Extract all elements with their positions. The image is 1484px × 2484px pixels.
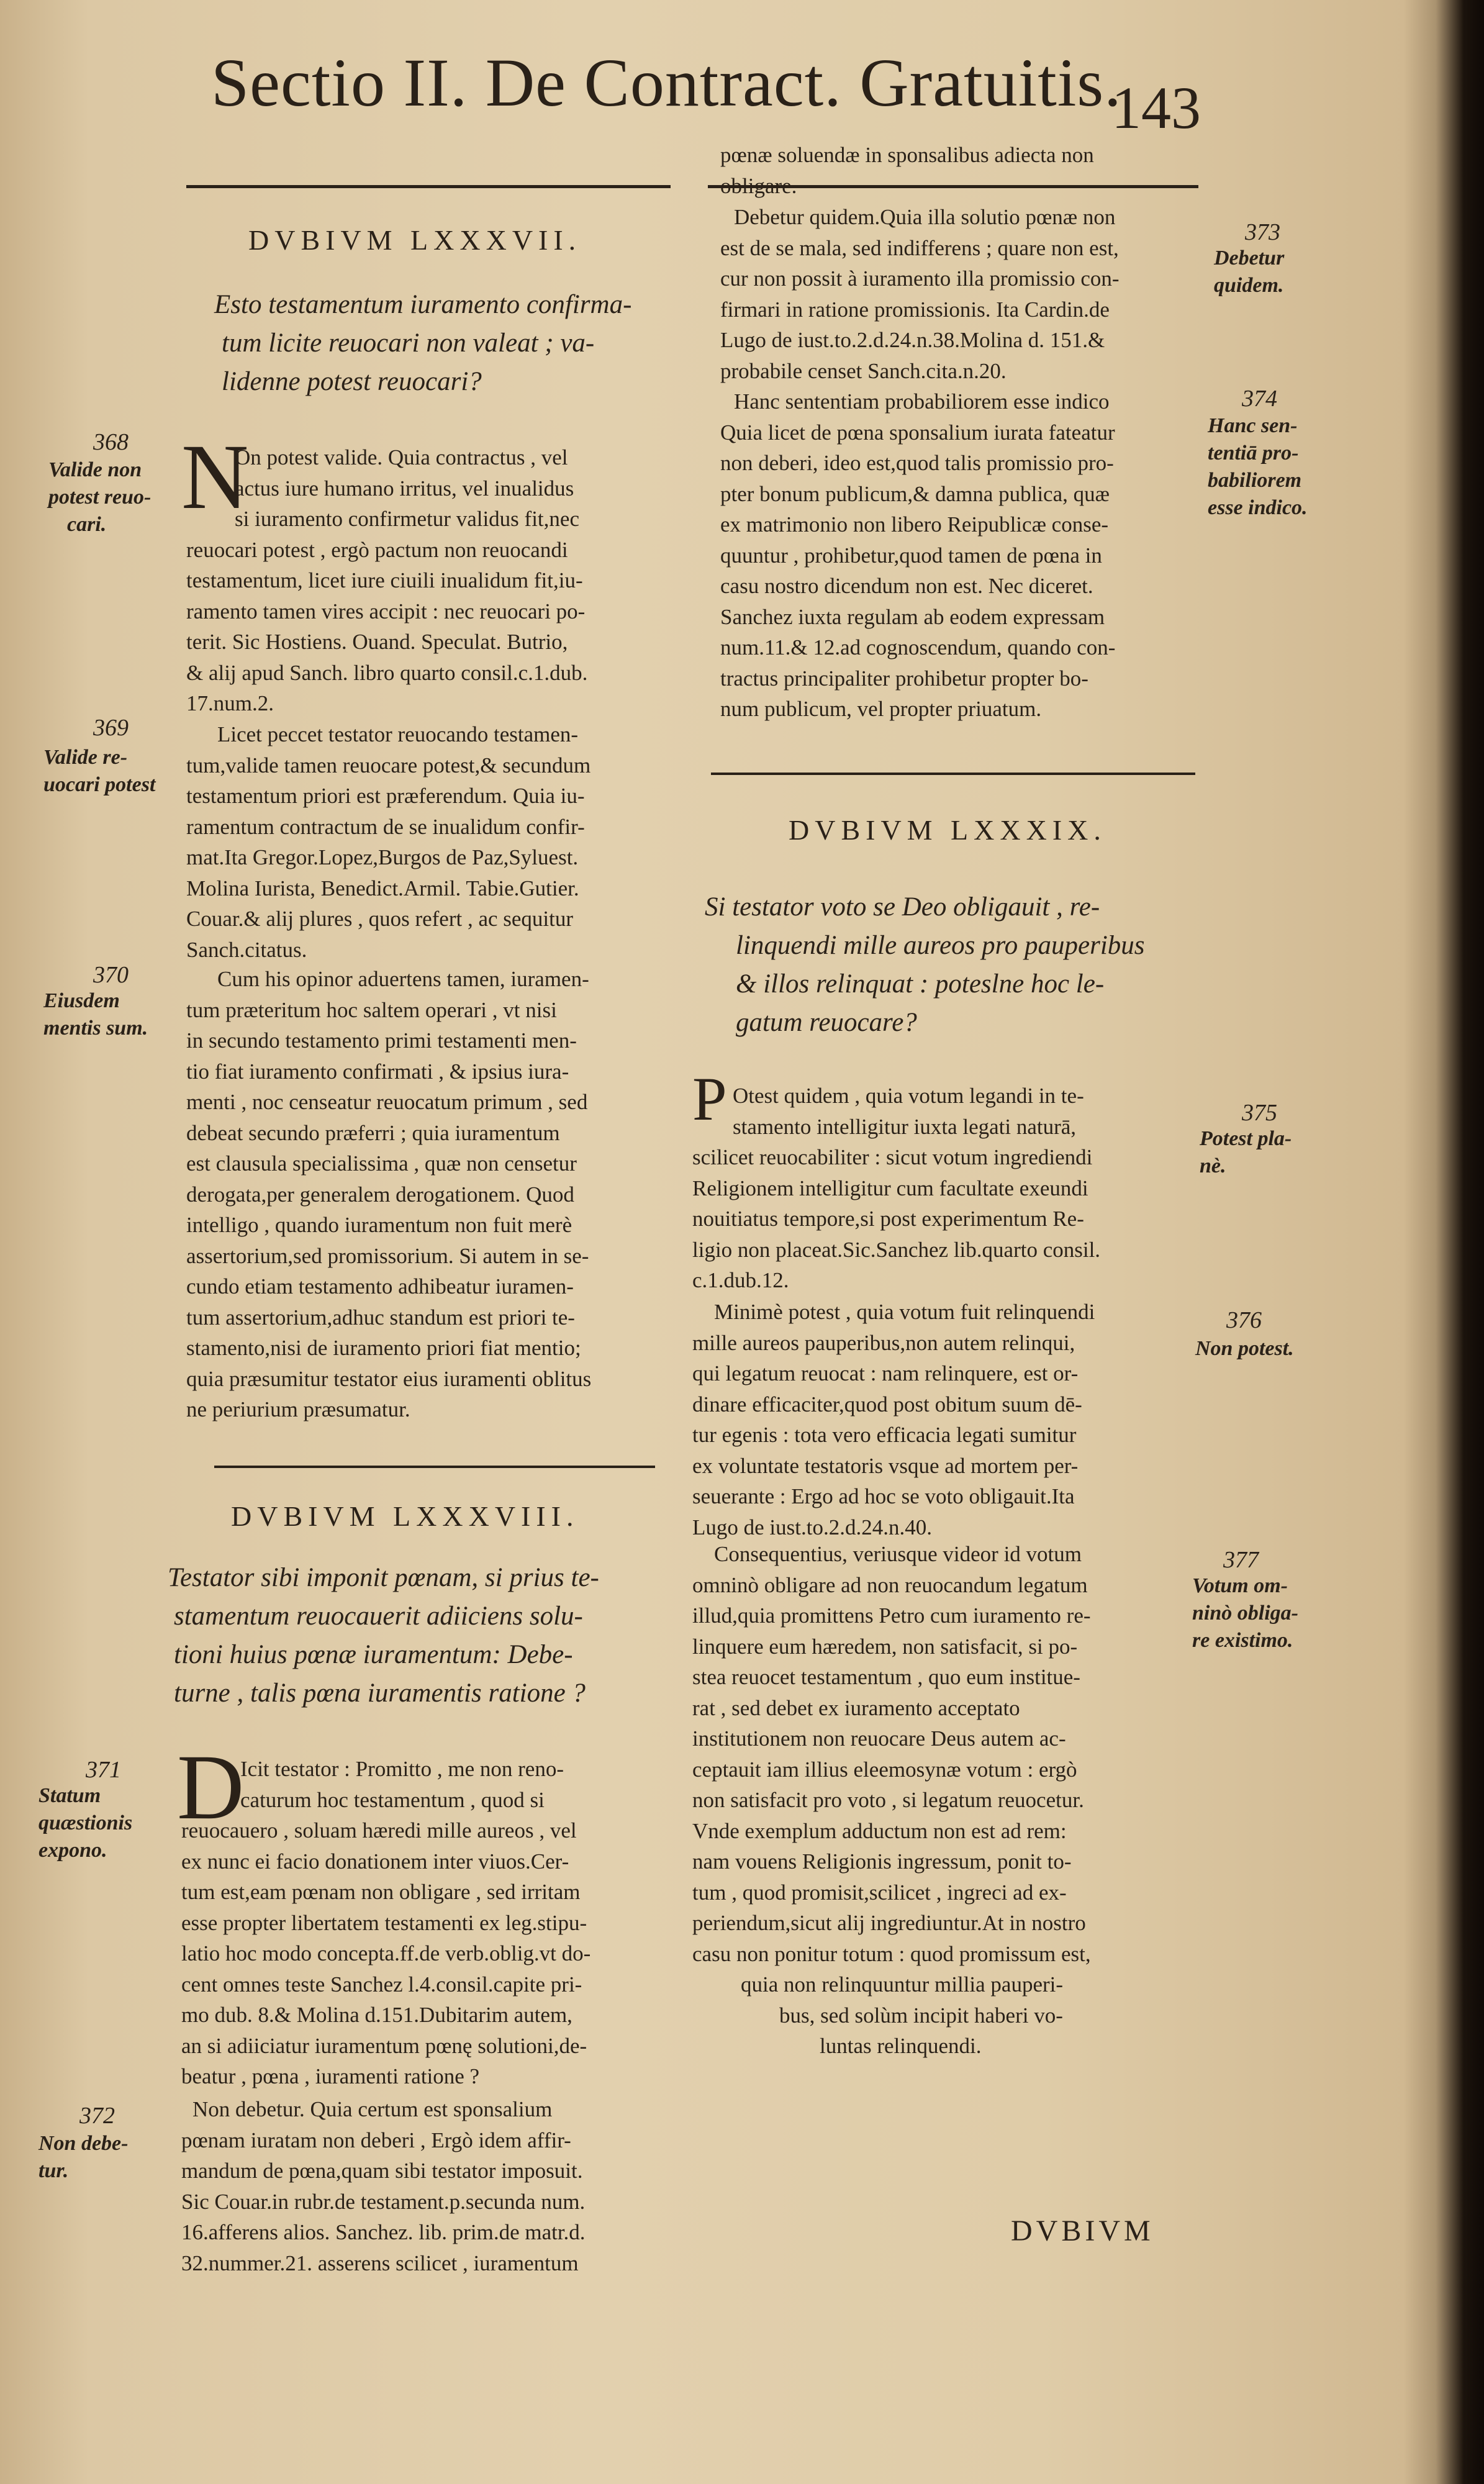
text-line: latio hoc modo concepta.ff.de verb.oblig.vt do- [181, 1941, 591, 1965]
margin-number-373: 373 [1245, 219, 1280, 245]
margin-note-line: Non debe- [38, 2132, 129, 2155]
margin-note-line: potest reuo- [48, 486, 152, 509]
margin-note-369 [43, 744, 155, 799]
question-line: Esto testamentum iuramento confirma- [214, 290, 632, 319]
text-line: ex voluntate testatoris vsque ad mortem per- [692, 1453, 1079, 1478]
text-line: tum præteritum hoc saltem operari , vt nisi [186, 997, 557, 1022]
text-line: tractus principaliter prohibetur propter bo- [720, 666, 1088, 691]
margin-note-373 [1214, 245, 1284, 299]
paragraph-369 [186, 719, 677, 965]
text-line: Quia licet de pœna sponsalium iurata fateatur [720, 420, 1115, 445]
paragraph-373 [720, 202, 1217, 386]
drop-cap-n: N [181, 425, 249, 528]
margin-number-369: 369 [93, 715, 129, 741]
section-rule-right [711, 773, 1195, 775]
text-line: tum,valide tamen reuocare potest,& secundum [186, 753, 591, 777]
text-line: ex nunc ei facio donationem inter viuos.Cer- [181, 1849, 569, 1874]
text-line: Consequentius, veriusque videor id votum [714, 1542, 1082, 1566]
margin-note-372 [38, 2130, 128, 2185]
text-line: Icit testator : Promitto , me non reno- [240, 1757, 564, 1781]
paragraph-370 [186, 964, 677, 1425]
text-line: firmari in ratione promissionis. Ita Cardin.de [720, 297, 1110, 322]
text-line: Minimè potest , quia votum fuit relinquendi [714, 1300, 1095, 1324]
text-line: periendum,sicut alij ingrediuntur.At in nostro [692, 1911, 1086, 1935]
page-number: 143 [1111, 75, 1201, 141]
text-line: quia non relinquuntur millia pauperi- [741, 1972, 1064, 1997]
text-line: Otest quidem , quia votum legandi in te- [733, 1084, 1084, 1108]
text-line: ramentum contractum de se inualidum confir- [186, 814, 585, 839]
margin-note-line: tentiā pro- [1208, 442, 1299, 465]
text-line: non satisfacit pro voto , si legatum reuocetur. [692, 1788, 1084, 1812]
text-line: num publicum, vel propter priuatum. [720, 697, 1042, 721]
margin-note-375 [1200, 1125, 1292, 1180]
text-line: Sic Couar.in rubr.de testament.p.secunda num. [181, 2189, 586, 2214]
text-line: c.1.dub.12. [692, 1268, 789, 1292]
text-line: cundo etiam testamento adhibeatur iuramen- [186, 1274, 574, 1299]
margin-note-line: uocari potest [43, 773, 156, 796]
text-line: 16.afferens alios. Sanchez. lib. prim.de matr.d. [181, 2220, 586, 2244]
text-line: & alij apud Sanch. libro quarto consil.c.1.dub. [186, 660, 588, 685]
book-spine-shadow [1403, 0, 1484, 2484]
paragraph-376 [692, 1297, 1201, 1543]
text-line: tio fiat iuramento confirmati , & ipsius iura- [186, 1059, 569, 1084]
text-line: ligio non placeat.Sic.Sanchez lib.quarto consil. [692, 1237, 1101, 1262]
margin-number-368: 368 [93, 429, 129, 455]
text-line: ceptauit iam illius eleemosynæ votum : ergò [692, 1757, 1077, 1782]
margin-note-368 [48, 456, 151, 538]
text-line: reuocari potest , ergò pactum non reuocandi [186, 537, 568, 562]
text-line: caturum hoc testamentum , quod si [240, 1787, 545, 1812]
text-line: Cum his opinor aduertens tamen, iuramen- [217, 967, 589, 991]
text-line: rat , sed debet ex iuramento acceptato [692, 1695, 1020, 1720]
paragraph-375 [692, 1081, 1201, 1296]
text-line: quuntur , prohibetur,quod tamen de pœna in [720, 543, 1102, 568]
margin-note-line: Votum om- [1192, 1574, 1288, 1597]
paragraph-372 [181, 2094, 672, 2278]
margin-note-line: quidem. [1214, 274, 1284, 297]
text-line: Non debetur. Quia certum est sponsalium [192, 2097, 553, 2121]
margin-note-line: Non potest. [1195, 1337, 1294, 1360]
margin-number-374: 374 [1242, 386, 1277, 412]
margin-note-line: cari. [67, 513, 107, 536]
header-rule-left [186, 185, 671, 188]
text-line: Lugo de iust.to.2.d.24.n.38.Molina d. 151.& [720, 328, 1105, 352]
margin-note-376 [1195, 1335, 1294, 1362]
question-line: Si testator voto se Deo obligauit , re- [705, 892, 1100, 922]
text-line: bus, sed solùm incipit haberi vo- [779, 2003, 1063, 2028]
text-line: debeat secundo præferri ; quia iuramentum [186, 1120, 560, 1145]
margin-note-377 [1192, 1572, 1298, 1654]
text-line: casu non ponitur totum : quod promissum est, [692, 1941, 1091, 1966]
text-line: ne periurium præsumatur. [186, 1397, 410, 1421]
margin-note-line: mentis sum. [43, 1017, 148, 1040]
margin-note-line: Debetur [1214, 247, 1285, 270]
margin-note-line: babiliorem [1208, 469, 1302, 492]
text-line: Licet peccet testator reuocando testamen- [217, 722, 579, 746]
margin-note-374 [1208, 412, 1308, 522]
margin-number-370: 370 [93, 962, 129, 988]
text-line: ramento tamen vires accipit : nec reuocari po- [186, 599, 586, 623]
continuation-text [720, 140, 1217, 201]
text-line: est clausula specialissima , quæ non censetur [186, 1151, 577, 1176]
text-line: pœnæ soluendæ in sponsalibus adiecta non [720, 143, 1094, 167]
text-line: linquere eum hæredem, non satisfacit, si po- [692, 1634, 1078, 1659]
dubium-89-title: DVBIVM LXXXIX. [789, 814, 1106, 846]
text-line: institutionem non reuocare Deus autem ac- [692, 1726, 1066, 1751]
text-line: ex matrimonio non libero Reipublicæ conse- [720, 512, 1109, 537]
margin-note-line: quæstionis [38, 1811, 133, 1834]
text-line: casu nostro dicendum non est. Nec diceret. [720, 574, 1093, 598]
text-line: qui legatum reuocat : nam relinquere, est or- [692, 1361, 1079, 1385]
margin-note-line: tur. [38, 2159, 69, 2182]
text-line: 32.nummer.21. asserens scilicet , iuramentum [181, 2251, 579, 2275]
text-line: pœnam iuratam non deberi , Ergò idem affir- [181, 2128, 571, 2152]
text-line: Religionem intelligitur cum facultate exeundi [692, 1176, 1088, 1200]
text-line: in secundo testamento primi testamenti men- [186, 1028, 577, 1053]
dubium-87-title: DVBIVM LXXXVII. [248, 224, 582, 256]
text-line: esse propter libertatem testamenti ex leg.stipu- [181, 1910, 587, 1935]
text-line: intelligo , quando iuramentum non fuit merè [186, 1213, 572, 1237]
margin-note-line: Valide non [48, 458, 142, 481]
dubium-88-title: DVBIVM LXXXVIII. [231, 1500, 579, 1532]
text-line: omninò obligare ad non reuocandum legatum [692, 1572, 1088, 1597]
text-line: mille aureos pauperibus,non autem relinqui, [692, 1330, 1075, 1355]
margin-note-line: expono. [38, 1839, 107, 1862]
text-line: si iuramento confirmetur validus fit,nec [235, 507, 579, 531]
text-line: 17.num.2. [186, 691, 274, 715]
running-head: Sectio II. De Contract. Gratuitis. [211, 45, 1122, 120]
margin-note-line: Hanc sen- [1208, 414, 1298, 437]
text-line: Hanc sententiam probabiliorem esse indico [734, 389, 1110, 414]
drop-cap-d: D [177, 1736, 245, 1839]
text-line: stea reuocet testamentum , quo eum institue- [692, 1665, 1080, 1689]
paragraph-377 [692, 1539, 1201, 2062]
text-line: scilicet reuocabiliter : sicut votum ingrediendi [692, 1145, 1093, 1169]
text-line: tum , quod promisit,scilicet , ingreci ad ex- [692, 1880, 1067, 1905]
text-line: mat.Ita Gregor.Lopez,Burgos de Paz,Syluest. [186, 845, 579, 869]
paragraph-374 [720, 386, 1217, 725]
margin-note-line: re existimo. [1192, 1629, 1293, 1652]
margin-note-line: Statum [38, 1784, 101, 1807]
text-line: illud,quia promittens Petro cum iuramento re- [692, 1603, 1091, 1628]
margin-note-line: Potest pla- [1200, 1127, 1292, 1150]
text-line: reuocauero , soluam hæredi mille aureos , vel [181, 1818, 577, 1843]
paragraph-368 [186, 442, 677, 719]
margin-number-372: 372 [79, 2103, 115, 2129]
text-line: nam vouens Religionis ingressum, ponit to- [692, 1849, 1072, 1874]
text-line: beatur , pœna , iuramenti ratione ? [181, 2064, 480, 2088]
question-line: linquendi mille aureos pro pauperibus [736, 931, 1145, 960]
question-line: turne , talis pœna iuramentis ratione ? [174, 1679, 586, 1708]
margin-number-371: 371 [86, 1757, 121, 1783]
text-line: tum est,eam pœnam non obligare , sed irritam [181, 1880, 581, 1904]
question-line: & illos relinquat : poteslne hoc le- [736, 969, 1105, 999]
margin-number-375: 375 [1242, 1100, 1277, 1126]
text-line: dinare efficaciter,quod post obitum suum dē- [692, 1392, 1082, 1417]
text-line: On potest valide. Quia contractus , vel [235, 445, 568, 469]
text-line: Debetur quidem.Quia illa solutio pœnæ non [734, 205, 1116, 229]
text-line: Vnde exemplum adductum non est ad rem: [692, 1818, 1067, 1843]
text-line: cur non possit à iuramento illa promissio con- [720, 266, 1120, 291]
text-line: Sanch.citatus. [186, 937, 307, 962]
margin-number-377: 377 [1223, 1547, 1259, 1573]
text-line: non deberi, ideo est,quod talis promissio pro- [720, 451, 1114, 475]
margin-note-line: ninò obliga- [1192, 1602, 1298, 1625]
text-line: assertorium,sed promissorium. Si autem in se- [186, 1243, 589, 1268]
margin-note-line: nè. [1200, 1154, 1226, 1177]
text-line: num.11.& 12.ad cognoscendum, quando con- [720, 635, 1116, 660]
margin-note-line: Valide re- [43, 746, 128, 769]
margin-number-376: 376 [1226, 1307, 1262, 1333]
text-line: tur egenis : tota vero efficacia legati sumitur [692, 1423, 1077, 1447]
margin-note-line: Eiusdem [43, 989, 120, 1012]
text-line: mandum de pœna,quam sibi testator imposuit. [181, 2159, 583, 2183]
text-line: mo dub. 8.& Molina d.151.Dubitarim autem, [181, 2003, 572, 2027]
question-line: lidenne potest reuocari? [222, 367, 482, 396]
text-line: tum assertorium,adhuc standum est priori te- [186, 1305, 575, 1330]
question-line: Testator sibi imponit pœnam, si prius te- [168, 1563, 599, 1592]
text-line: testamentum, licet iure ciuili inualidum fit,iu- [186, 568, 583, 592]
text-line: Couar.& alij plures , quos refert , ac sequitur [186, 907, 574, 931]
text-line: est de se mala, sed indifferens ; quare non est, [720, 235, 1119, 260]
dubium-89-question [705, 888, 1145, 1042]
text-line: pter bonum publicum,& damna publica, quæ [720, 481, 1110, 506]
text-line: stamento intelligitur iuxta legati naturā, [733, 1114, 1077, 1139]
margin-note-371 [38, 1782, 132, 1864]
text-line: probabile censet Sanch.cita.n.20. [720, 358, 1007, 383]
question-line: stamentum reuocauerit adiiciens solu- [174, 1602, 583, 1631]
section-rule-left [214, 1466, 655, 1468]
margin-note-line: esse indico. [1208, 496, 1308, 519]
text-line: menti , noc censeatur reuocatum primum , sed [186, 1090, 588, 1114]
text-line: Sanchez iuxta regulam ab eodem expressam [720, 604, 1105, 629]
text-line: testamentum priori est præferendum. Quia iu- [186, 784, 585, 808]
catchword: DVBIVM [1011, 2214, 1154, 2247]
text-line: luntas relinquendi. [820, 2034, 982, 2058]
drop-cap-p: P [692, 1064, 727, 1133]
text-line: seuerante : Ergo ad hoc se voto obligauit.Ita [692, 1484, 1075, 1508]
question-line: tioni huius pœnæ iuramentum: Debe- [174, 1640, 573, 1669]
text-line: Lugo de iust.to.2.d.24.n.40. [692, 1515, 932, 1539]
text-line: an si adiiciatur iuramentum pœnę solutioni,de- [181, 2033, 587, 2058]
text-line: Molina Iurista, Benedict.Armil. Tabie.Gutier. [186, 876, 579, 900]
text-line: actus iure humano irritus, vel inualidus [235, 476, 574, 501]
text-line: stamento,nisi de iuramento priori fiat mentio; [186, 1336, 581, 1360]
dubium-88-question [168, 1559, 599, 1713]
text-line: derogata,per generalem derogationem. Quod [186, 1182, 574, 1207]
text-line: cent omnes teste Sanchez l.4.consil.capite pri- [181, 1972, 582, 1997]
paragraph-371 [181, 1754, 672, 2092]
question-line: gatum reuocare? [736, 1008, 917, 1037]
text-line: terit. Sic Hostiens. Ouand. Speculat. Butrio, [186, 630, 568, 654]
text-line: obligare. [720, 173, 797, 198]
dubium-87-question [214, 286, 631, 401]
question-line: tum licite reuocari non valeat ; va- [222, 329, 595, 358]
text-line: nouitiatus tempore,si post experimentum Re- [692, 1207, 1084, 1231]
text-line: quia præsumitur testator eius iuramenti oblitus [186, 1366, 592, 1391]
margin-note-370 [43, 987, 148, 1042]
